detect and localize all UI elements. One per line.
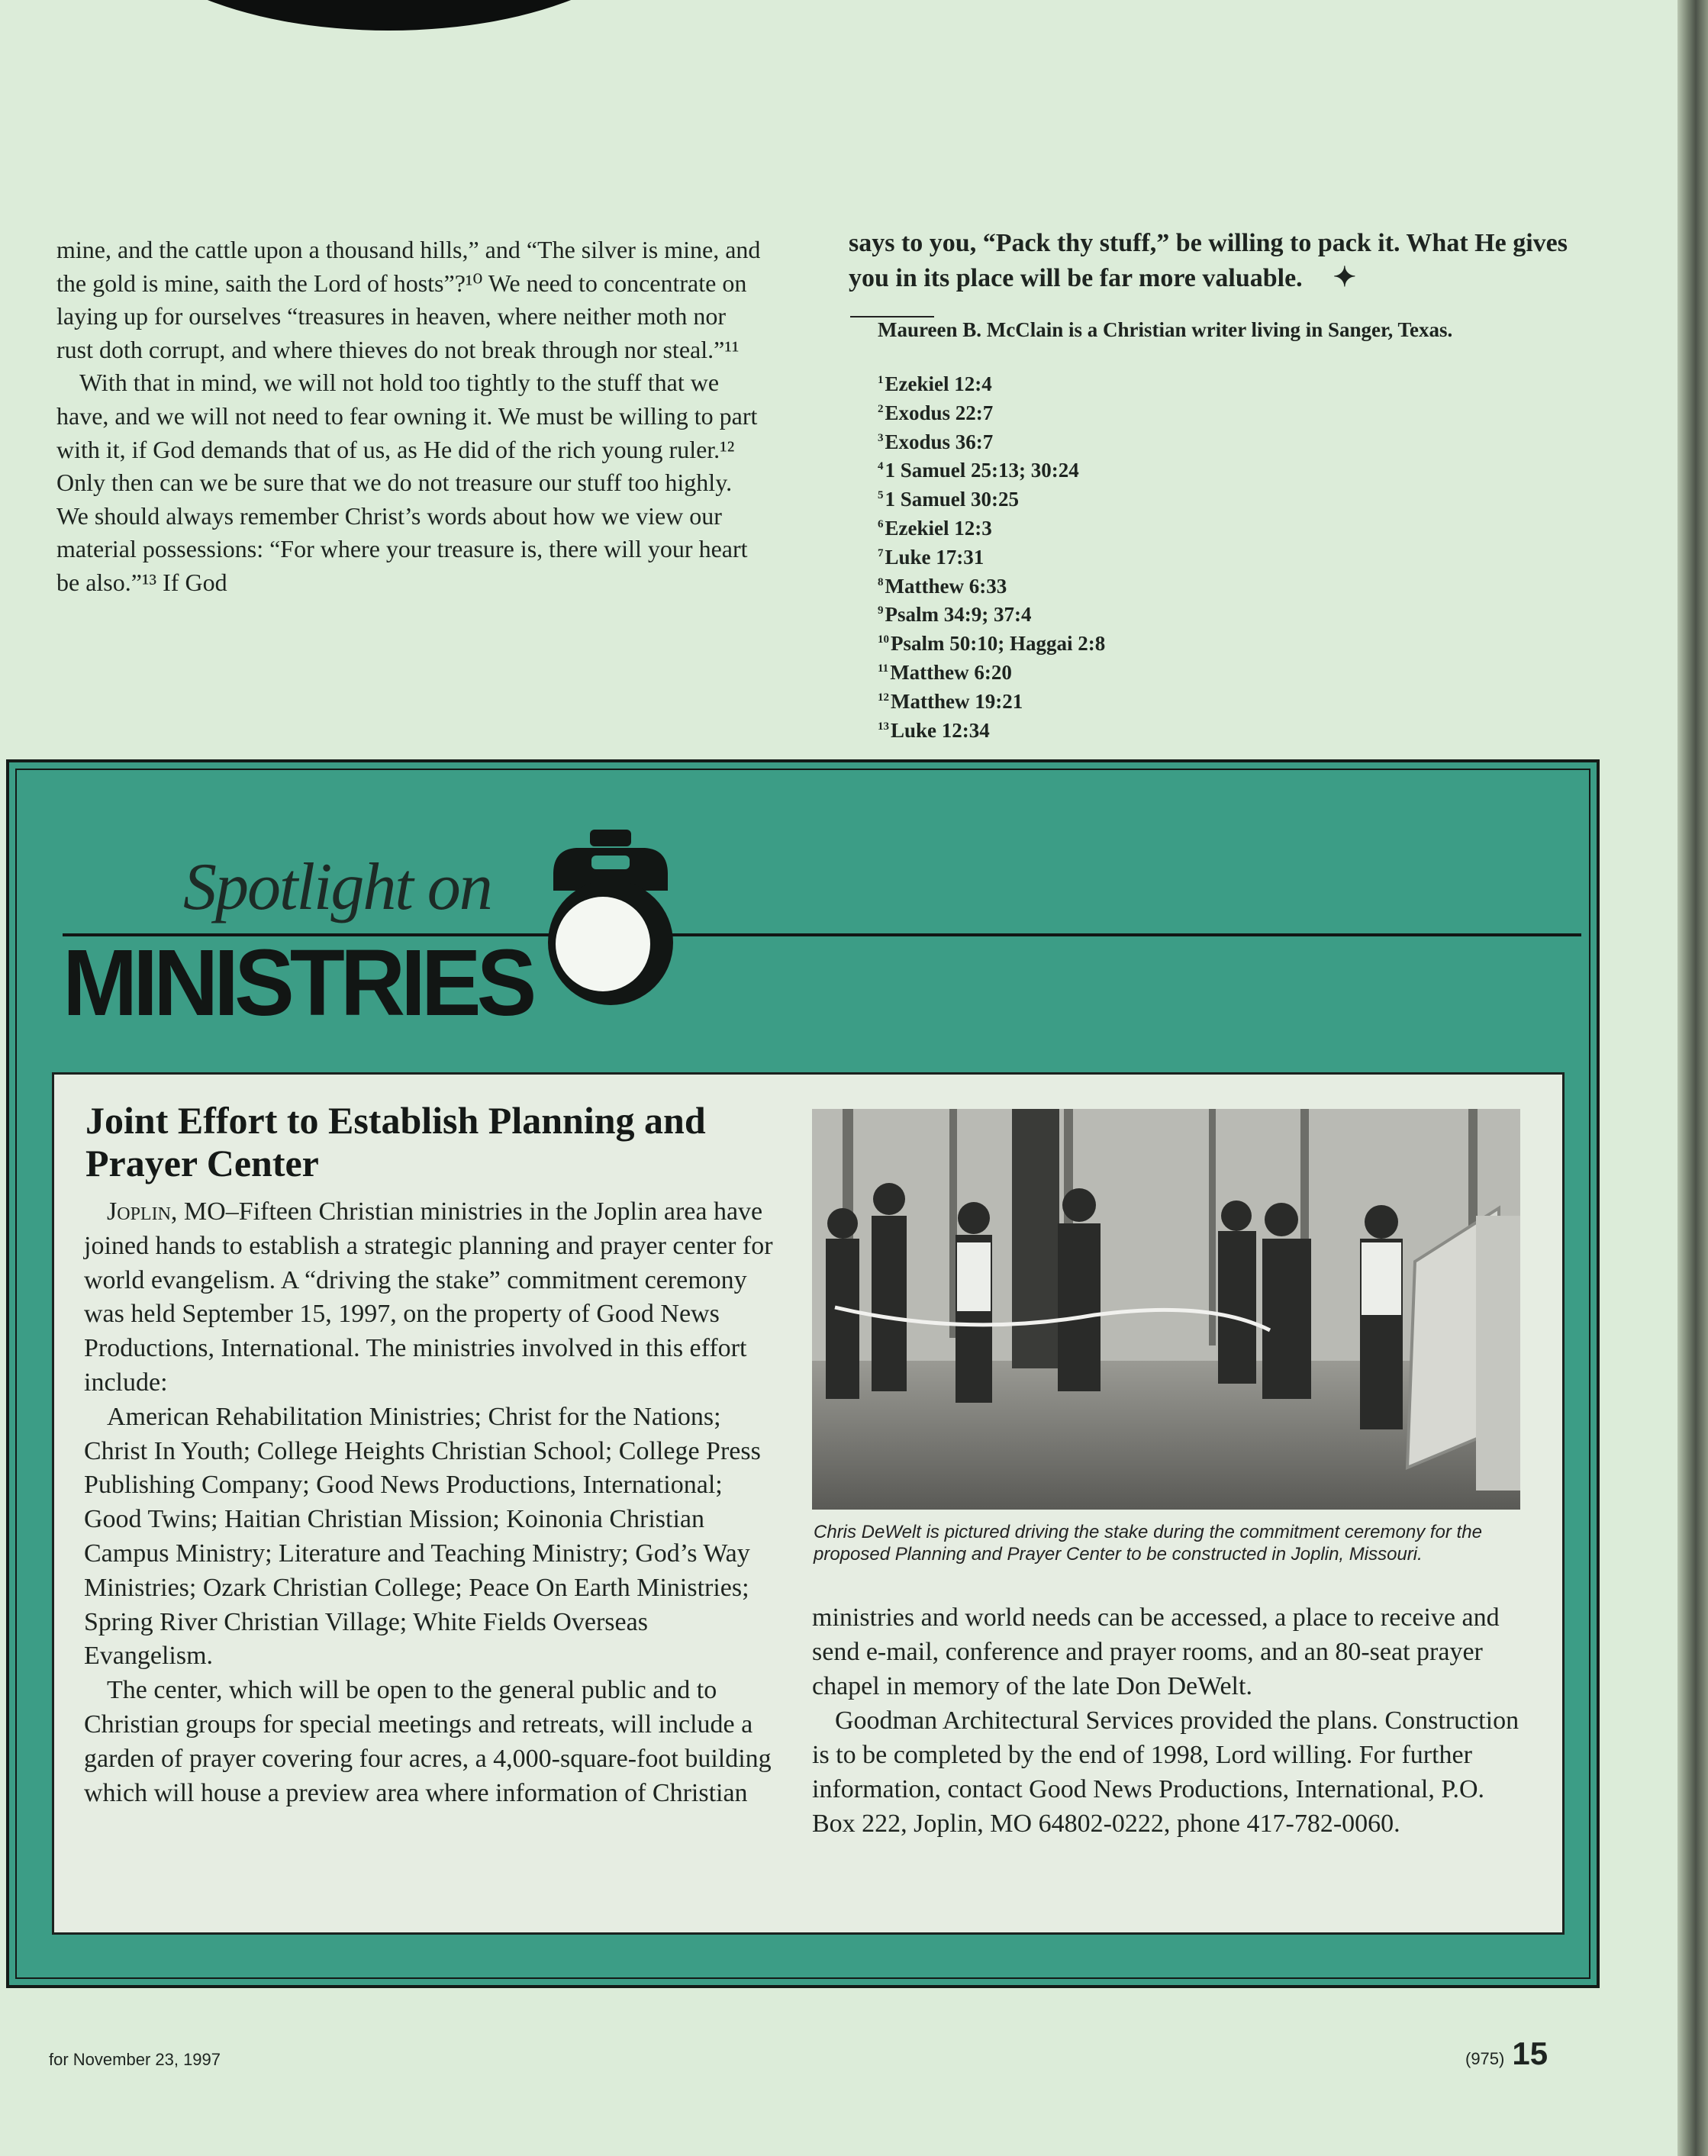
page-code: (975): [1465, 2049, 1505, 2068]
article-paragraph: ministries and world needs can be accessed, a place to receive and send e-mail, conference and prayer rooms, and an 80-seat prayer chapel in memory of the late Don DeWelt.: [812, 1603, 1500, 1700]
footnote-item: [878, 426, 1105, 455]
page-edge: [1677, 0, 1708, 2156]
issue-date: for November 23, 1997: [49, 2050, 221, 2069]
footnote-item: [878, 397, 1105, 426]
footnote-number: 7: [878, 546, 884, 559]
dateline: Joplin, MO: [107, 1197, 226, 1226]
footnote-item: [878, 656, 1105, 685]
footnote-number: 13: [878, 720, 889, 733]
footnote-reference: Exodus 36:7: [885, 430, 994, 453]
page-number-block: [1465, 2035, 1548, 2072]
footnote-reference: Luke 12:34: [891, 718, 990, 742]
body-column-left: [56, 234, 766, 600]
footnote-item: [878, 627, 1105, 656]
footnote-reference: Exodus 22:7: [885, 401, 994, 424]
footnote-reference: Luke 17:31: [885, 545, 985, 569]
body-paragraph: mine, and the cattle upon a thousand hills,” and “The silver is mine, and the gold is mine, saith the Lord of hosts”?¹⁰ We need to concentrate on laying up for ourselves “treasures in heaven, where neither moth nor rust doth corrupt, and where thieves do not break through nor steal.”¹¹: [56, 236, 761, 363]
footnote-number: 6: [878, 517, 884, 530]
spotlight-title: MINISTRIES: [63, 930, 533, 1036]
article-paragraph: The center, which will be open to the general public and to Christian groups for special meetings and retreats, will include a garden of prayer covering four acres, a 4,000-square-foot building which will house a preview area where information of Christian: [84, 1676, 772, 1807]
footnote-item: [878, 368, 1105, 397]
footnote-number: 9: [878, 604, 884, 617]
article-column-right: [812, 1600, 1529, 1841]
footnote-item: [878, 454, 1105, 483]
footnote-reference: Matthew 19:21: [891, 689, 1023, 713]
footnote-reference: Matthew 6:20: [890, 660, 1012, 684]
footnote-list: [878, 368, 1105, 743]
footnote-item: [878, 483, 1105, 512]
footnote-item: [878, 541, 1105, 570]
body-paragraph: With that in mind, we will not hold too tightly to the stuff that we have, and we will not need to fear owning it. We must be willing to part with it, if God demands that of us, as He did of the rich young ruler.¹² Only then can we be sure that we do not treasure our stuff too highly. We should always remember Christ’s words about how we view our material possessions: “For where your treasure is, there will your heart be also.”¹³ If God: [56, 369, 758, 596]
footnote-number: 1: [878, 374, 884, 386]
footnote-item: [878, 570, 1105, 599]
footnote-number: 5: [878, 489, 884, 502]
footnote-item: [878, 598, 1105, 627]
spotlight-lamp-icon: [530, 828, 691, 1007]
footnote-item: [878, 512, 1105, 541]
article-column-left: [84, 1195, 778, 1810]
end-mark-icon: ✦: [1333, 262, 1356, 292]
article-paragraph: Goodman Architectural Services provided the plans. Construction is to be completed by the end of 1998, Lord willing. For further information, contact Good News Productions, International, P.O. Box 222, Joplin, MO 64802-0222, phone 417-782-0060.: [812, 1706, 1519, 1838]
photo-caption: Chris DeWelt is pictured driving the stake during the commitment ceremony for the proposed Planning and Prayer Center to be constructed in Joplin, Missouri.: [814, 1522, 1482, 1565]
ceremony-photo: [812, 1109, 1520, 1510]
article-lead: Joplin, MO–Fifteen Christian ministries in the Joplin area have joined hands to establish a strategic planning and prayer center for world evangelism. A “driving the stake” commitment ceremony was held September 15, 1997, on the property of Good News Productions, International. The ministries involved in this effort include:: [84, 1197, 773, 1397]
footnote-item: [878, 685, 1105, 714]
footnote-reference: Ezekiel 12:4: [885, 372, 992, 395]
top-decorative-shape: [114, 0, 664, 31]
footnote-number: 10: [878, 633, 889, 646]
footnote-reference: Psalm 50:10; Haggai 2:8: [891, 632, 1106, 656]
footnote-item: [878, 714, 1105, 743]
body-column-right: [849, 227, 1581, 295]
footnote-number: 3: [878, 431, 884, 444]
footnote-reference: 1 Samuel 25:13; 30:24: [885, 459, 1079, 482]
article-headline: Joint Effort to Establish Planning and Prayer Center: [85, 1099, 706, 1184]
footnote-reference: 1 Samuel 30:25: [885, 488, 1019, 511]
footnote-reference: Ezekiel 12:3: [885, 516, 992, 540]
footnote-number: 4: [878, 460, 884, 473]
author-bio: Maureen B. McClain is a Christian writer living in Sanger, Texas.: [878, 318, 1453, 341]
spotlight-script-title: Spotlight on: [183, 850, 491, 924]
closing-paragraph: says to you, “Pack thy stuff,” be willing to pack it. What He gives you in its place will be far more valuable.: [849, 229, 1568, 292]
page-number: 15: [1512, 2035, 1548, 2071]
footnote-number: 11: [878, 662, 889, 675]
footnote-number: 2: [878, 402, 884, 415]
footnote-number: 12: [878, 691, 889, 704]
footnote-reference: Psalm 34:9; 37:4: [885, 603, 1032, 627]
footnote-reference: Matthew 6:33: [885, 574, 1007, 598]
article-paragraph: American Rehabilitation Ministries; Christ for the Nations; Christ In Youth; College Heights Christian School; College Press Publishing Company; Good News Productions, International; Good Twins; Haitian Christian Mission; Koinonia Christian Campus Ministry; Literature and Teaching Ministry; God’s Way Ministries; Ozark Christian College; Peace On Earth Ministries; Spring River Christian Village; White Fields Overseas Evangelism.: [84, 1402, 761, 1671]
footnote-number: 8: [878, 575, 884, 588]
